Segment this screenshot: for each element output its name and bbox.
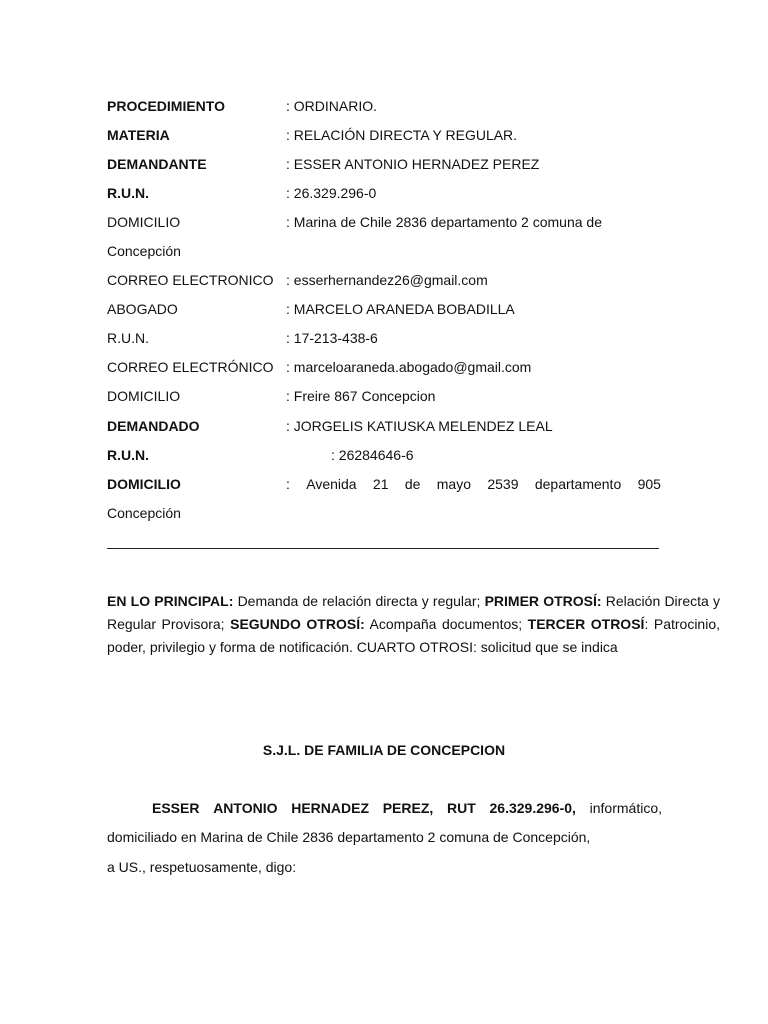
field-label: DOMICILIO <box>107 388 181 404</box>
field-correo-abogado <box>107 356 663 378</box>
field-label: R.U.N. <box>107 185 149 201</box>
field-label: CORREO ELECTRONICO <box>107 272 274 288</box>
field-run-demandado <box>107 444 663 466</box>
field-label: DEMANDADO <box>107 418 200 434</box>
field-word: Avenida <box>306 476 357 492</box>
field-label: DOMICILIO <box>107 214 181 230</box>
body-word: RUT <box>447 800 476 816</box>
field-demandado <box>107 415 663 437</box>
body-line-1 <box>152 797 662 819</box>
field-value: : RELACIÓN DIRECTA Y REGULAR. <box>286 127 518 143</box>
body-word: informático, <box>589 800 662 816</box>
field-value: : ESSER ANTONIO HERNADEZ PEREZ <box>286 156 540 172</box>
principal-label: EN LO PRINCIPAL: <box>107 593 234 609</box>
field-continuation: Concepción <box>107 505 181 521</box>
field-value: : Freire 867 Concepcion <box>286 388 436 404</box>
field-domicilio-demandado <box>107 473 663 495</box>
body-word: ANTONIO <box>213 800 278 816</box>
field-correo-demandante <box>107 269 663 291</box>
field-word: 2539 <box>487 476 519 492</box>
body-word: 26.329.296-0, <box>489 800 576 816</box>
field-word: : <box>286 476 290 492</box>
field-value: : 26.329.296-0 <box>286 185 377 201</box>
field-word: 21 <box>372 476 389 492</box>
field-value: : 26284646-6 <box>331 447 414 463</box>
separator-line <box>107 548 659 549</box>
field-label: R.U.N. <box>107 330 149 346</box>
field-word: departamento <box>534 476 622 492</box>
field-domicilio-demandante <box>107 211 663 233</box>
body-line-2: domiciliado en Marina de Chile 2836 departamento 2 comuna de Concepción, <box>107 829 591 845</box>
field-value: : 17-213-438-6 <box>286 330 378 346</box>
field-run-demandante <box>107 182 663 204</box>
field-abogado <box>107 298 663 320</box>
field-value: : Marina de Chile 2836 departamento 2 comuna de <box>286 214 602 230</box>
court-title: S.J.L. DE FAMILIA DE CONCEPCION <box>262 742 506 758</box>
field-value <box>286 473 661 495</box>
field-word: 905 <box>637 476 661 492</box>
field-value: : MARCELO ARANEDA BOBADILLA <box>286 301 515 317</box>
otrosi-label: TERCER OTROSÍ <box>527 616 645 632</box>
body-word: PEREZ, <box>382 800 434 816</box>
field-domicilio-abogado <box>107 385 663 407</box>
otrosi-text: : Patrocinio, poder, privilegio y forma de notificación. CUARTO OTROSI: solicitud que se indica <box>107 616 720 655</box>
field-label: DEMANDANTE <box>107 156 207 172</box>
field-continuation: Concepción <box>107 243 181 259</box>
body-line-3: a US., respetuosamente, digo: <box>107 859 297 875</box>
field-run-abogado <box>107 327 663 349</box>
field-materia <box>107 124 663 146</box>
otrosi-label: SEGUNDO OTROSÍ: <box>230 616 365 632</box>
field-label: DOMICILIO <box>107 476 181 492</box>
field-label: MATERIA <box>107 127 170 143</box>
principal-paragraph <box>107 590 720 659</box>
otrosi-text: Acompaña documentos; <box>364 616 528 632</box>
field-value: : JORGELIS KATIUSKA MELENDEZ LEAL <box>286 418 553 434</box>
field-word: de <box>404 476 421 492</box>
field-label: PROCEDIMIENTO <box>107 98 225 114</box>
otrosi-text: Relación Directa y Regular Provisora; <box>107 593 720 632</box>
otrosi-label: PRIMER OTROSÍ: <box>484 593 602 609</box>
principal-text: Demanda de relación directa y regular; <box>233 593 485 609</box>
field-label: ABOGADO <box>107 301 178 317</box>
field-value: : marceloaraneda.abogado@gmail.com <box>286 359 532 375</box>
body-word: HERNADEZ <box>291 800 369 816</box>
field-label: CORREO ELECTRÓNICO <box>107 359 274 375</box>
field-value: : ORDINARIO. <box>286 98 378 114</box>
body-word: ESSER <box>152 800 200 816</box>
field-value: : esserhernandez26@gmail.com <box>286 272 488 288</box>
field-demandante <box>107 153 663 175</box>
field-word: mayo <box>436 476 471 492</box>
field-procedimiento <box>107 95 663 117</box>
field-label: R.U.N. <box>107 447 149 463</box>
